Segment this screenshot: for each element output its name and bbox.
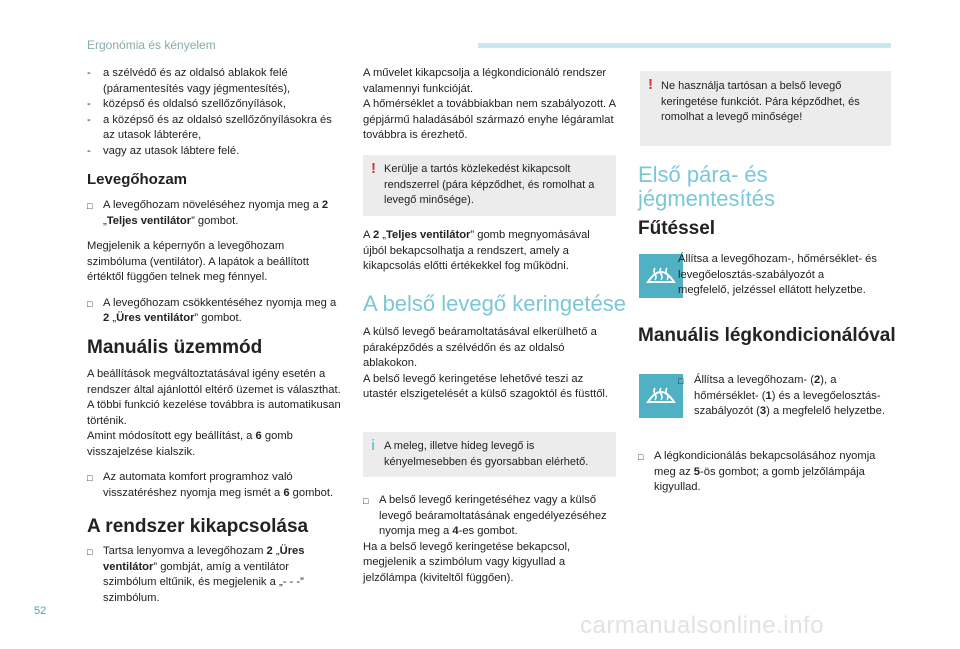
text: ), a hőmérséklet- ( [694,374,837,402]
text: ” gomb megnyomásával újból bekapcsolhatja a rendszert, amely a kikapcsolás előtti értékekkel fog működni. [363,229,590,272]
heading-recirculation: A belső levegő keringetése [363,291,626,316]
heading-manual-ac: Manuális légkondicionálóval [638,325,896,346]
text: A [363,229,373,241]
ac-block [678,373,888,420]
list-item: - a szélvédő és az oldalsó ablakok felé (páramentesítés vagy jégmentesítés), [87,66,339,97]
front-defrost-icon [639,374,683,418]
text: Az automata komfort programhoz való visszatéréshez nyomja meg ismét a [103,471,293,499]
section-title: Ergonómia és kényelem [87,38,216,52]
heading-heating: Fűtéssel [638,218,716,239]
manual-block [87,367,342,501]
intro-text-2: A hőmérséklet a továbbiakban nem szabályozott. A gépjármű haladásából származó enyhe légáramlat továbbra is érezhető. [363,98,616,141]
front-defrost-icon [639,254,683,298]
watermark: carmanualsonline.info [580,612,824,639]
button-name: Üres ventilátor [103,545,305,573]
front-defrost-icon [639,374,683,418]
recirc-text-2: A belső levegő keringetése lehetővé teszi az utastér elszigetelését a külső szagoktól és füsttől. [363,372,609,400]
recirc-text: A külső levegő beáramoltatásával elkerülhető a páraképződés a szélvédőn és az oldalsó ablakokon. [363,326,597,369]
text: „ [103,214,107,227]
text: -ös gombot; a gomb jelzőlámpája kigyullad. [654,465,865,493]
warning-text: Ne használja tartósan a belső levegő keringetése funkciót. Pára képződhet, és romolhat a levegő minősége! [661,80,860,123]
bullet-ac-on [638,449,878,496]
warning-icon: ! [648,76,653,93]
column-2-intro [363,66,616,144]
text: „ [272,545,280,557]
heat-text: Állítsa a levegőhozam-, hőmérséklet- és levegőelosztás-szabályozót a megfelelő, jelzéssel ellátott helyzetbe. [678,253,877,296]
list-item: - a középső és az oldalsó szellőzőnyílásokra és az utasok lábterére, [87,113,339,144]
heading-line: jégmentesítés [638,186,775,211]
text: ) a megfelelő helyzetbe. [766,405,885,417]
info-icon: i [371,437,376,454]
heading-manual-mode: Manuális üzemmód [87,337,263,358]
heading-front-defrost [638,163,775,211]
button-number: 4 [452,525,459,537]
text: Amint módosított egy beállítást, a [87,430,256,442]
off-block [87,544,339,606]
button-number: 2 [103,312,110,324]
button-name: Teljes ventilátor [106,214,192,227]
page-number: 52 [34,605,47,617]
control-number: 2 [814,374,821,386]
bullet-decrease [87,296,339,327]
button-number: 2 [372,229,380,241]
button-number: 2 [266,545,273,557]
warning-icon: ! [371,160,376,177]
text: ) és a levegőelosztás-szabályozót ( [694,389,881,417]
control-number: 3 [759,405,767,417]
button-name: Teljes ventilátor [386,229,471,241]
button-number: 5 [693,465,701,478]
button-number: 6 [255,430,262,442]
reon-text [363,228,616,275]
list-item: - vagy az utasok lábtere felé. [87,144,339,160]
text: A légkondicionálás bekapcsolásához nyomja meg az [654,450,876,478]
control-number: 1 [765,389,772,402]
front-defrost-icon [639,254,683,298]
reon-block [363,228,616,275]
text: ” gombot. [191,214,239,227]
airflow-block [87,198,339,327]
heading-line: Első pára- és [638,162,768,187]
info-note [363,432,616,477]
button-name: Üres ventilátor [116,312,195,324]
list-item: - középső és oldalsó szellőzőnyílások, [87,97,339,113]
heading-system-off: A rendszer kikapcsolása [87,516,309,537]
recirc-btn-block [363,493,616,586]
recirc-last: Ha a belső levegő keringetése bekapcsol, megjelenik a szimbólum vagy kigyullad a jelzőlámpa (kiviteltől függően). [363,540,571,584]
warning-text: Kerülje a tartós közlekedést kikapcsolt rendszerrel (pára képződhet, és romolhat a levegő minősége). [384,163,595,206]
recirc-block [363,325,616,403]
button-number: 6 [283,486,290,499]
column-1 [87,66,339,159]
text: gombot. [289,486,334,499]
header-bar [478,43,891,48]
text: „ [109,312,117,324]
bullet-auto [87,470,342,501]
text: A belső levegő keringetéséhez vagy a külső levegő beáramoltatásának engedélyezéséhez nyomja meg a [379,494,607,537]
text: „ [379,229,387,241]
bullet-off [87,544,339,606]
text: A levegőhozam növeléséhez nyomja meg a [103,199,322,211]
warning-note [363,155,616,216]
text: Állítsa a levegőhozam- ( [694,374,815,386]
info-text: A meleg, illetve hideg levegő is kényelmesebben és gyorsabban elérhető. [384,440,589,468]
bullet-increase [87,198,339,229]
bullet-recirc [363,493,616,540]
warning-note-2 [640,71,891,146]
text: gomb visszajelzése kialszik. [87,430,293,458]
text: Tartsa lenyomva a levegőhozam [103,545,267,557]
text: ” gombot. [194,312,242,324]
text: -es gombot. [458,525,518,537]
heading-airflow: Levegőhozam [87,171,188,188]
ac2-block [638,449,878,496]
text: ” gombját, amíg a ventilátor szimbólum eltűnik, és megjelenik a „- - -” szimbólum. [103,560,304,604]
button-number: 2 [321,199,329,211]
text: A levegőhozam csökkentéséhez nyomja meg a [103,296,337,309]
intro-text: A művelet kikapcsolja a légkondicionáló rendszer valamennyi funkcióját. [363,67,607,95]
bullet-ac [678,373,888,420]
manual-text-2 [87,429,342,460]
manual-text: A beállítások megváltoztatásával igény esetén a rendszer által ajánlottól eltérő üzemet is választhat. A többi funkció kezelése továbbra is automatikusan történik. [87,368,341,427]
screen-text: Megjelenik a képernyőn a levegőhozam szimbóluma (ventilátor). A lapátok a beállított értéktől függően telnek meg fénnyel. [87,240,309,283]
